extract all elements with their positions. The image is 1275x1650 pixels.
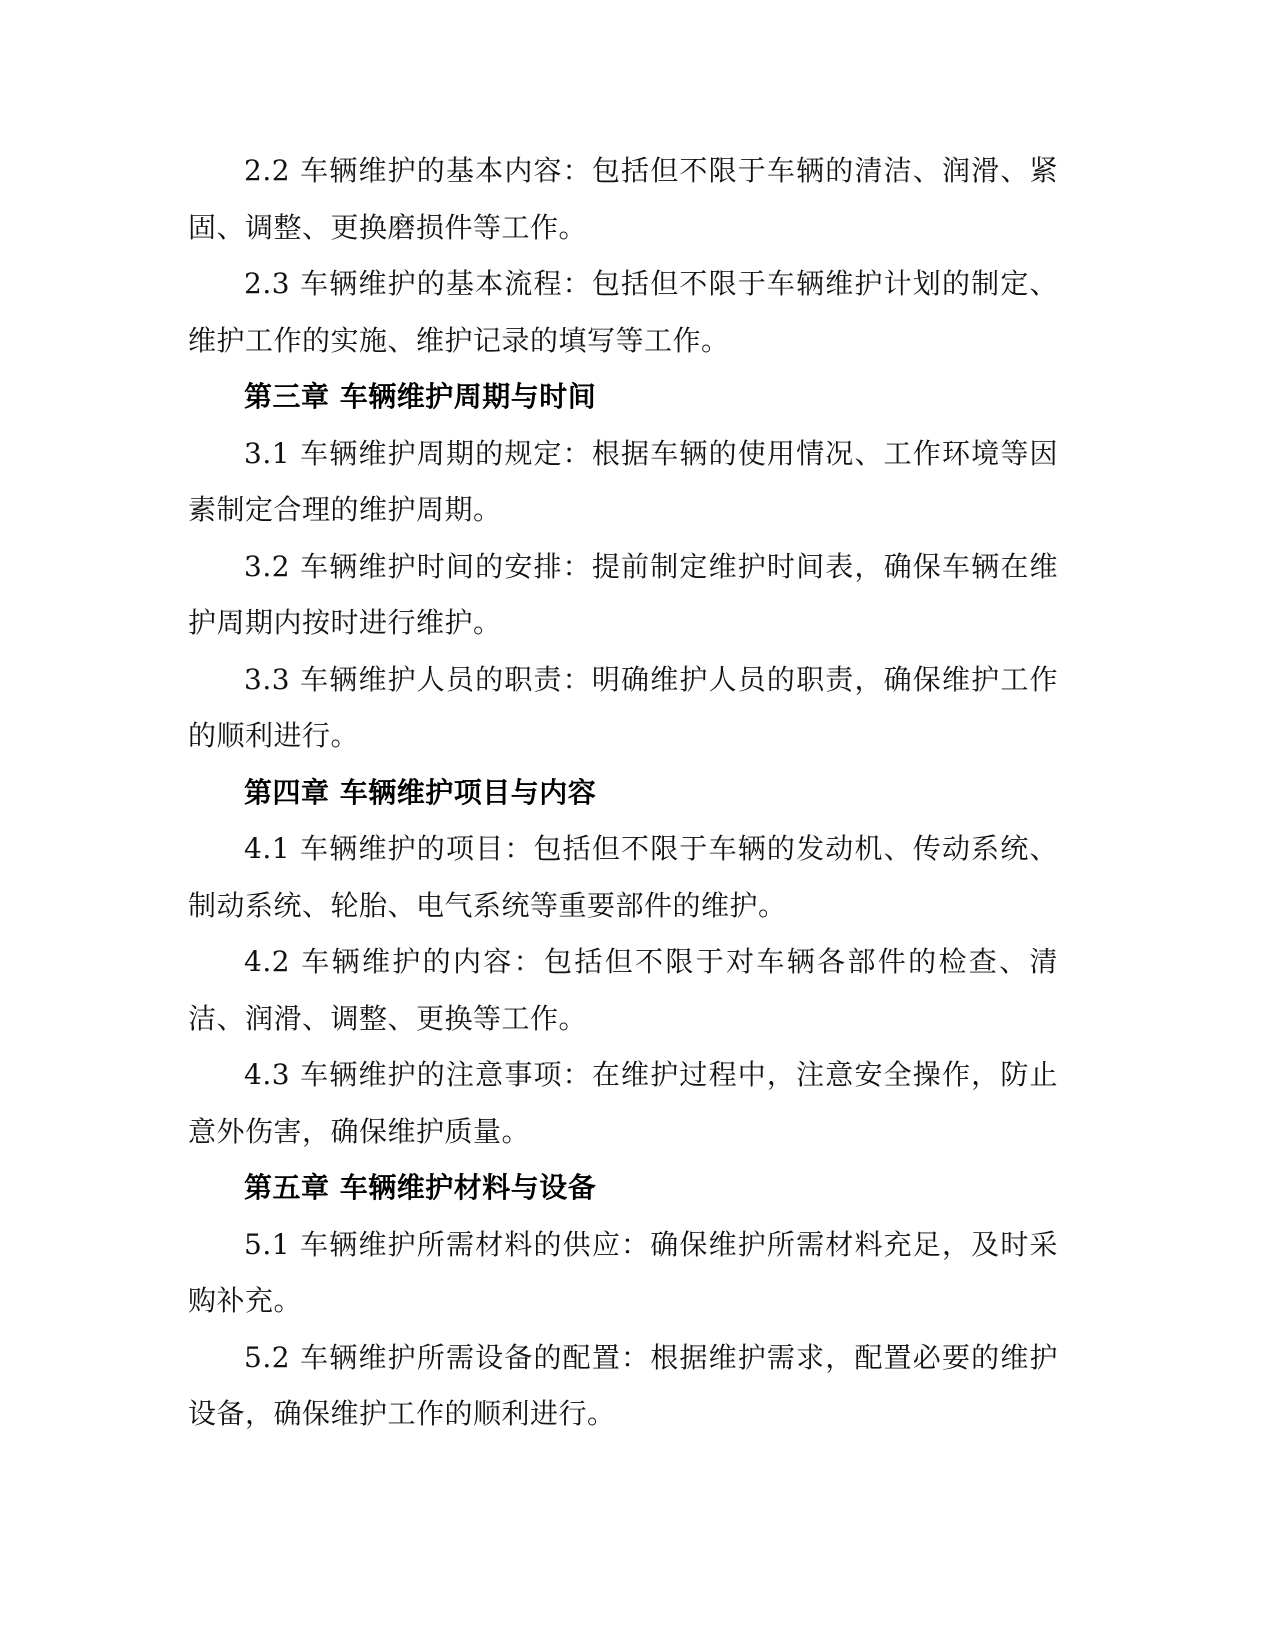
chapter-3-heading: 第三章 车辆维护周期与时间 [244,380,597,413]
paragraph-3-3: 3.3 车辆维护人员的职责：明确维护人员的职责，确保维护工作的顺利进行。 [188,662,1058,752]
paragraph-3-1: 3.1 车辆维护周期的规定：根据车辆的使用情况、工作环境等因素制定合理的维护周期。 [188,436,1058,526]
paragraph-2-3: 2.3 车辆维护的基本流程：包括但不限于车辆维护计划的制定、维护工作的实施、维护记录的填写等工作。 [188,267,1058,357]
paragraph-5-1: 5.1 车辆维护所需材料的供应：确保维护所需材料充足，及时采购补充。 [188,1227,1058,1317]
paragraph-4-3: 4.3 车辆维护的注意事项：在维护过程中，注意安全操作，防止意外伤害，确保维护质量。 [188,1058,1058,1148]
paragraph-5-2: 5.2 车辆维护所需设备的配置：根据维护需求，配置必要的维护设备，确保维护工作的顺利进行。 [188,1340,1058,1430]
paragraph-2-2: 2.2 车辆维护的基本内容：包括但不限于车辆的清洁、润滑、紧固、调整、更换磨损件等工作。 [188,154,1058,244]
chapter-4-heading: 第四章 车辆维护项目与内容 [244,775,597,809]
document-body [188,143,1058,1443]
paragraph-4-2: 4.2 车辆维护的内容：包括但不限于对车辆各部件的检查、清洁、润滑、调整、更换等工作。 [188,945,1058,1035]
paragraph-3-2: 3.2 车辆维护时间的安排：提前制定维护时间表，确保车辆在维护周期内按时进行维护。 [188,549,1058,639]
paragraph-4-1: 4.1 车辆维护的项目：包括但不限于车辆的发动机、传动系统、制动系统、轮胎、电气系统等重要部件的维护。 [188,832,1058,922]
chapter-5-heading: 第五章 车辆维护材料与设备 [244,1171,597,1204]
